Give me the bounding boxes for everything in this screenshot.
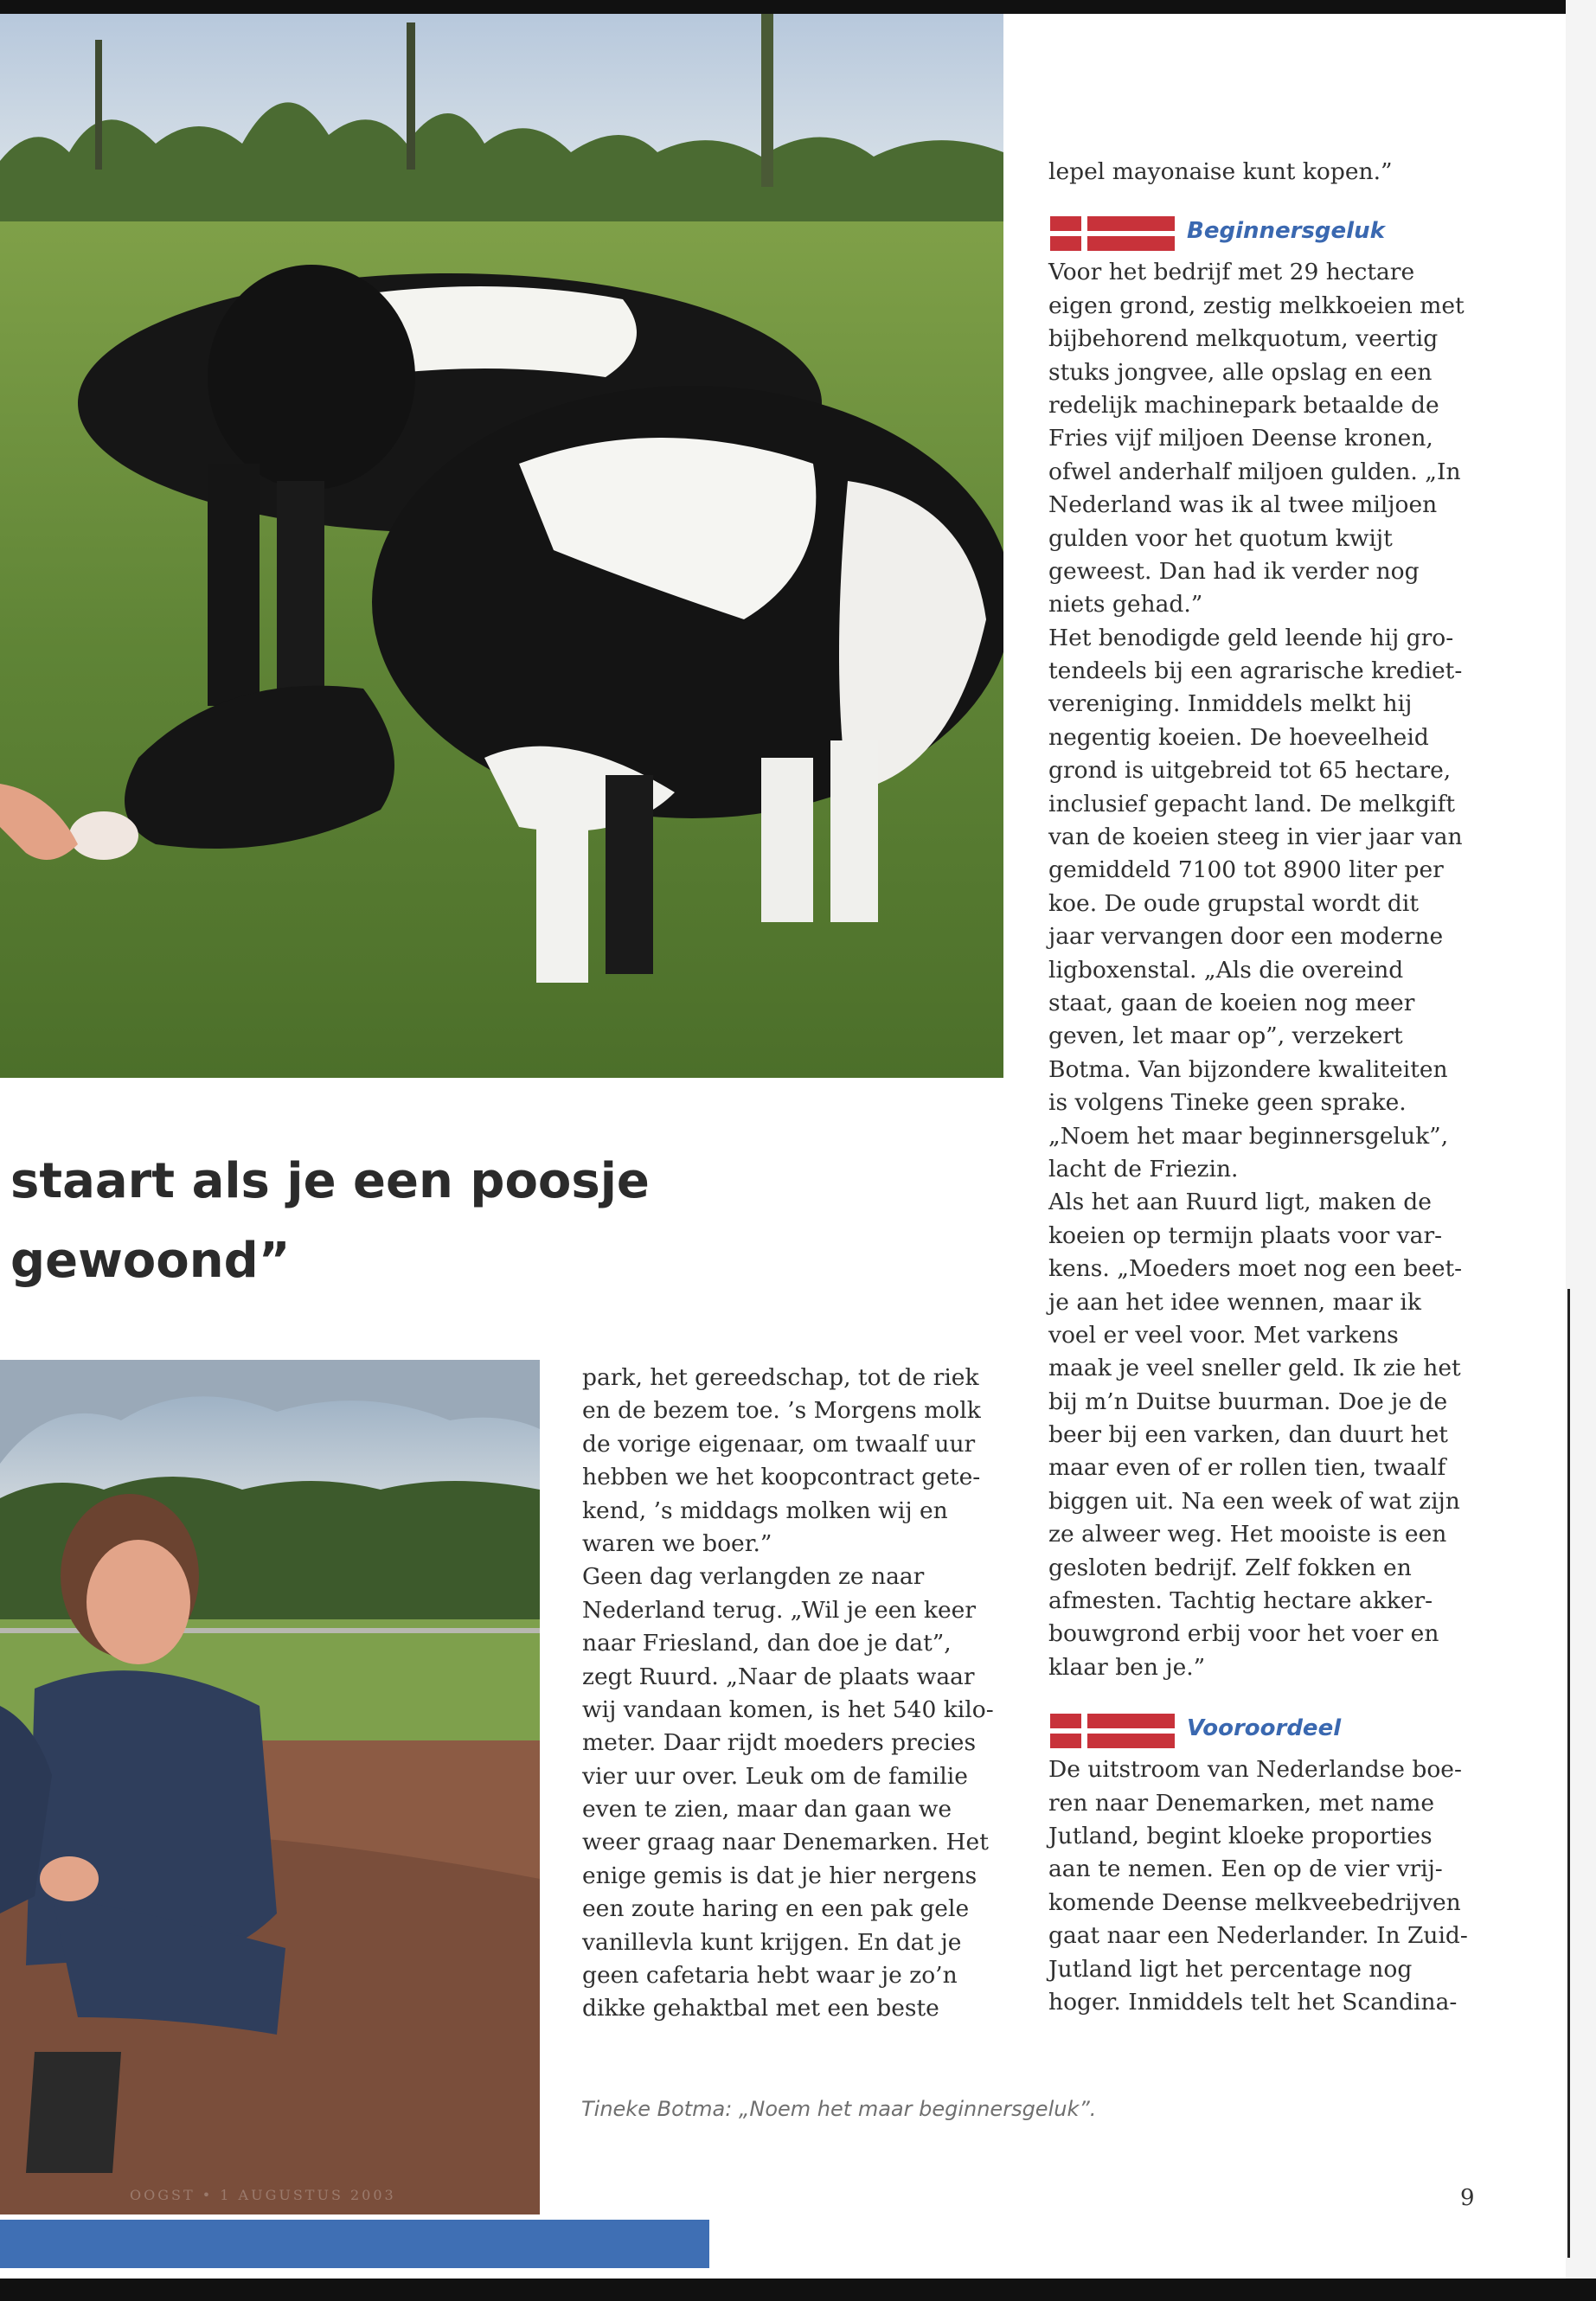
text-line: biggen uit. Na een week of wat zijn bbox=[1048, 1487, 1460, 1515]
text-line: vier uur over. Leuk om de familie bbox=[582, 1762, 968, 1790]
right-text-column bbox=[1048, 156, 1481, 2019]
scan-border-right bbox=[1566, 0, 1596, 2301]
text-line: hoger. Inmiddels telt het Scandina- bbox=[1048, 1988, 1458, 2016]
scan-edge-line bbox=[1567, 1289, 1570, 2258]
text-line: de vorige eigenaar, om twaalf uur bbox=[582, 1430, 976, 1458]
headline-line-2: gewoond” bbox=[10, 1233, 291, 1289]
text-line: hebben we het koopcontract gete- bbox=[582, 1464, 981, 1491]
text-line: Geen dag verlangden ze naar bbox=[582, 1563, 925, 1591]
scan-border-top bbox=[0, 0, 1596, 14]
text-line: kens. „Moeders moet nog een beet- bbox=[1048, 1255, 1463, 1283]
text-line: vanillevla kunt krijgen. En dat je bbox=[582, 1928, 962, 1956]
text-line: ofwel anderhalf miljoen gulden. „In bbox=[1048, 458, 1461, 485]
text-line: Nederland terug. „Wil je een keer bbox=[582, 1596, 976, 1624]
section-heading-beginnersgeluk bbox=[1048, 206, 1481, 256]
text-line: vereniging. Inmiddels melkt hij bbox=[1048, 690, 1413, 718]
text-line: Als het aan Ruurd ligt, maken de bbox=[1048, 1189, 1432, 1216]
text-line: gesloten bedrijf. Zelf fokken en bbox=[1048, 1554, 1412, 1581]
danish-flag-icon bbox=[1050, 216, 1175, 251]
headline-line-1: staart als je een poosje bbox=[10, 1153, 650, 1209]
text-line: Jutland, begint kloeke proporties bbox=[1048, 1822, 1433, 1849]
text-line: weer graag naar Denemarken. Het bbox=[582, 1829, 989, 1856]
text-line: eigen grond, zestig melkkoeien met bbox=[1048, 292, 1465, 319]
text-line: van de koeien steeg in vier jaar van bbox=[1048, 824, 1463, 851]
text-line: De uitstroom van Nederlandse boe- bbox=[1048, 1756, 1462, 1784]
text-line: klaar ben je.” bbox=[1048, 1653, 1206, 1681]
text-line: Botma. Van bijzondere kwaliteiten bbox=[1048, 1055, 1448, 1083]
text-line: Nederland was ik al twee miljoen bbox=[1048, 491, 1438, 519]
intro-line: lepel mayonaise kunt kopen.” bbox=[1048, 158, 1393, 185]
text-line: je aan het idee wennen, maar ik bbox=[1048, 1288, 1421, 1316]
section-title: Vooroordeel bbox=[1187, 1715, 1342, 1742]
page-number: 9 bbox=[1460, 2185, 1475, 2211]
text-line: voel er veel voor. Met varkens bbox=[1048, 1321, 1399, 1349]
photo-credit: OOGST • 1 AUGUSTUS 2003 bbox=[130, 2187, 396, 2203]
text-line: aan te nemen. Een op de vier vrij- bbox=[1048, 1856, 1443, 1883]
text-line: ligboxenstal. „Als die overeind bbox=[1048, 956, 1404, 984]
text-line: stuks jongvee, alle opslag en een bbox=[1048, 358, 1433, 386]
text-line: tendeels bij een agrarische krediet- bbox=[1048, 657, 1463, 685]
text-line: naar Friesland, dan doe je dat”, bbox=[582, 1630, 952, 1657]
text-line: kend, ’s middags molken wij en bbox=[582, 1497, 948, 1524]
text-line: inclusief gepacht land. De melkgift bbox=[1048, 790, 1456, 817]
text-line: bij m’n Duitse buurman. Doe je de bbox=[1048, 1388, 1448, 1415]
text-line: geen cafetaria hebt waar je zo’n bbox=[582, 1962, 958, 1990]
text-line: koeien op termijn plaats voor var- bbox=[1048, 1221, 1443, 1249]
accent-bar bbox=[0, 2220, 709, 2268]
text-line: staat, gaan de koeien nog meer bbox=[1048, 989, 1415, 1016]
text-line: niets gehad.” bbox=[1048, 591, 1203, 619]
text-line: gaat naar een Nederlander. In Zuid- bbox=[1048, 1922, 1468, 1950]
text-line: geweest. Dan had ik verder nog bbox=[1048, 557, 1420, 585]
text-line: grond is uitgebreid tot 65 hectare, bbox=[1048, 757, 1452, 785]
text-line: een zoute haring en een pak gele bbox=[582, 1895, 970, 1923]
text-line: redelijk machinepark betaalde de bbox=[1048, 391, 1439, 419]
text-line: lacht de Friezin. bbox=[1048, 1155, 1239, 1183]
text-line: Jutland ligt het percentage nog bbox=[1048, 1955, 1413, 1983]
text-line: Fries vijf miljoen Deense kronen, bbox=[1048, 425, 1433, 452]
text-line: even te zien, maar dan gaan we bbox=[582, 1796, 952, 1823]
section-title: Beginnersgeluk bbox=[1187, 218, 1385, 245]
text-line: waren we boer.” bbox=[582, 1529, 772, 1557]
section-2-body bbox=[1048, 1753, 1481, 2019]
text-line: ze alweer weg. Het mooiste is een bbox=[1048, 1521, 1447, 1548]
text-line: gemiddeld 7100 tot 8900 liter per bbox=[1048, 856, 1444, 884]
text-line: Het benodigde geld leende hij gro- bbox=[1048, 624, 1454, 651]
text-line: beer bij een varken, dan duurt het bbox=[1048, 1421, 1448, 1449]
text-line: dikke gehaktbal met een beste bbox=[582, 1995, 939, 2022]
text-line: is volgens Tineke geen sprake. bbox=[1048, 1089, 1407, 1117]
text-line: afmesten. Tachtig hectare akker- bbox=[1048, 1587, 1433, 1615]
text-line: ren naar Denemarken, met name bbox=[1048, 1789, 1435, 1817]
section-heading-vooroordeel bbox=[1048, 1703, 1481, 1753]
text-line: maar even of er rollen tien, twaalf bbox=[1048, 1454, 1446, 1482]
text-line: maak je veel sneller geld. Ik zie het bbox=[1048, 1355, 1461, 1382]
text-line: „Noem het maar beginnersgeluk”, bbox=[1048, 1122, 1449, 1150]
text-line: koe. De oude grupstal wordt dit bbox=[1048, 889, 1420, 917]
photo-caption: Tineke Botma: „Noem het maar beginnersgeluk”. bbox=[581, 2097, 1097, 2121]
danish-flag-icon bbox=[1050, 1714, 1175, 1748]
text-line: negentig koeien. De hoeveelheid bbox=[1048, 723, 1429, 751]
text-line: geven, let maar op”, verzekert bbox=[1048, 1022, 1403, 1050]
section-1-body bbox=[1048, 256, 1481, 1684]
article-headline bbox=[10, 1142, 962, 1301]
text-line: meter. Daar rijdt moeders precies bbox=[582, 1729, 977, 1757]
text-line: gulden voor het quotum kwijt bbox=[1048, 524, 1393, 552]
scan-border-bottom bbox=[0, 2279, 1596, 2301]
middle-text-column bbox=[582, 1362, 1015, 2026]
text-line: komende Deense melkveebedrijven bbox=[1048, 1888, 1461, 1916]
text-line: wij vandaan komen, is het 540 kilo- bbox=[582, 1695, 994, 1723]
text-line: zegt Ruurd. „Naar de plaats waar bbox=[582, 1663, 975, 1690]
text-line: jaar vervangen door een moderne bbox=[1048, 923, 1444, 951]
woman-photo bbox=[0, 1360, 540, 2214]
text-line: Voor het bedrijf met 29 hectare bbox=[1048, 259, 1415, 286]
text-line: bouwgrond erbij voor het voer en bbox=[1048, 1620, 1439, 1648]
text-line: en de bezem toe. ’s Morgens molk bbox=[582, 1397, 981, 1425]
cows-photo bbox=[0, 14, 1003, 1078]
text-line: bijbehorend melkquotum, veertig bbox=[1048, 325, 1439, 353]
text-line: enige gemis is dat je hier nergens bbox=[582, 1862, 977, 1889]
text-line: park, het gereedschap, tot de riek bbox=[582, 1364, 979, 1391]
